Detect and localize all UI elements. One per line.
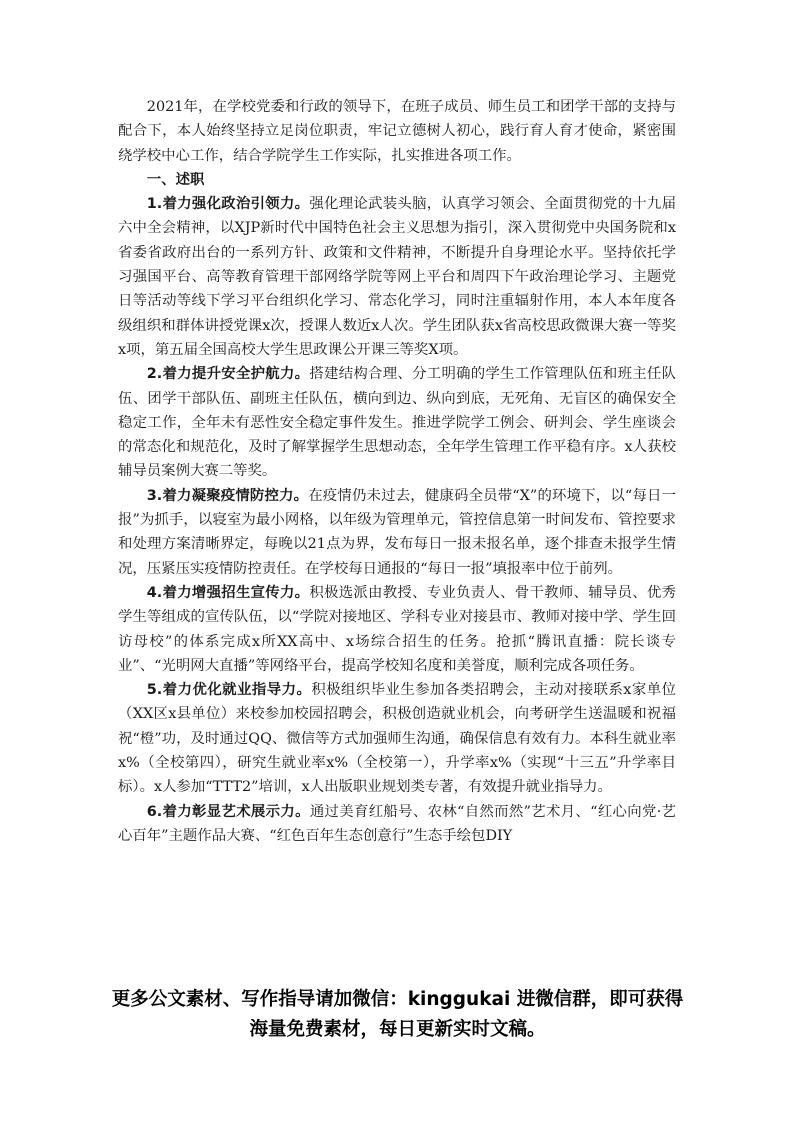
item-paragraph-4 bbox=[118, 581, 676, 678]
item-paragraph-5 bbox=[118, 678, 676, 799]
document-body bbox=[118, 95, 676, 848]
promo-line-1: 更多公文素材、写作指导请加微信：kinggukai 进微信群，即可获得 bbox=[111, 989, 684, 1010]
item-lead-4: 4.着力增强招生宣传力。 bbox=[146, 584, 310, 601]
item-lead-3: 3.着力凝聚疫情防控力。 bbox=[146, 487, 309, 504]
intro-paragraph: 2021年，在学校党委和行政的领导下，在班子成员、师生员工和团学干部的支持与配合下，本人始终坚持立足岗位职责，牢记立德树人初心，践行育人育才使命，紧密围绕学校中心工作，结合学院学生工作实际，扎实推进各项工作。 bbox=[118, 99, 676, 164]
item-lead-1: 1.着力强化政治引领力。 bbox=[146, 196, 310, 213]
item-text-5: 积极组织毕业生参加各类招聘会，主动对接联系x家单位（XX区x县单位）来校参加校园招聘会，积极创造就业机会，向考研学生送温暖和祝福祝“橙”功，及时通过QQ、微信等方式加强师生沟通，确保信息有效有力。本科生就业率x%（全校第四），研究生就业率x%（全校第一），升学率x%（实现“十三五”升学率目标）。x人参加“TTT2”培训，x人出版职业规划类专著，有效提升就业指导力。 bbox=[118, 682, 676, 796]
item-text-2: 搭建结构合理、分工明确的学生工作管理队伍和班主任队伍、团学干部队伍、副班主任队伍，横向到边、纵向到底，无死角、无盲区的确保安全稳定工作，全年未有恶性安全稳定事件发生。推进学院学工例会、研判会、学生座谈会的常态化和规范化，及时了解掌握学生思想动态，全年学生管理工作平稳有序。x人获校辅导员案例大赛二等奖。 bbox=[118, 366, 676, 480]
item-lead-5: 5.着力优化就业指导力。 bbox=[146, 682, 312, 699]
item-text-6: 通过美育红船号、农林“自然而然”艺术月、“红心向党·艺心百年”主题作品大赛、“红色百年生态创意行”生态手绘包DIY bbox=[118, 803, 676, 844]
item-paragraph-2 bbox=[118, 362, 676, 483]
promo-footer bbox=[110, 985, 685, 1045]
item-paragraph-3 bbox=[118, 484, 676, 581]
item-paragraph-6 bbox=[118, 800, 676, 849]
item-text-4: 积极选派由教授、专业负责人、骨干教师、辅导员、优秀学生等组成的宣传队伍，以“学院对接地区、学科专业对接县市、教师对接中学、学生回访母校”的体系完成x所XX高中、x场综合招生的任务。抢抓“腾讯直播：院长谈专业”、“光明网大直播”等网络平台，提高学校知名度和美誉度，顺利完成各项任务。 bbox=[118, 584, 676, 674]
item-lead-2: 2.着力提升安全护航力。 bbox=[146, 366, 310, 383]
item-text-3: 在疫情仍未过去，健康码全员带“X”的环境下，以“每日一报”为抓手，以寝室为最小网格，以年级为管理单元，管控信息第一时间发布、管控要求和处理方案清晰界定，每晚以21点为界，发布每日一报未报名单，逐个排查未报学生情况，压紧压实疫情防控责任。在学校每日通报的“每日一报”填报率中位于前列。 bbox=[118, 487, 676, 577]
promo-line-2: 海量免费素材，每日更新实时文稿。 bbox=[249, 1019, 546, 1040]
section-heading: 一、述职 bbox=[146, 171, 205, 188]
item-text-1: 强化理论武装头脑，认真学习领会、全面贯彻党的十九届六中全会精神，以XJP新时代中国特色社会主义思想为指引，深入贯彻党中央国务院和x省委省政府出台的一系列方针、政策和文件精神，不断提升自身理论水平。坚持依托学习强国平台、高等教育管理干部网络学院等网上平台和周四下午政治理论学习、主题党日等活动等线下学习平台组织化学习、常态化学习，同时注重辐射作用，本人本年度各级组织和群体讲授党课x次，授课人数近x人次。学生团队获x省高校思政微课大赛一等奖x项，第五届全国高校大学生思政课公开课三等奖X项。 bbox=[118, 196, 676, 358]
item-lead-6: 6.着力彰显艺术展示力。 bbox=[146, 803, 310, 820]
item-paragraph-1 bbox=[118, 192, 676, 362]
